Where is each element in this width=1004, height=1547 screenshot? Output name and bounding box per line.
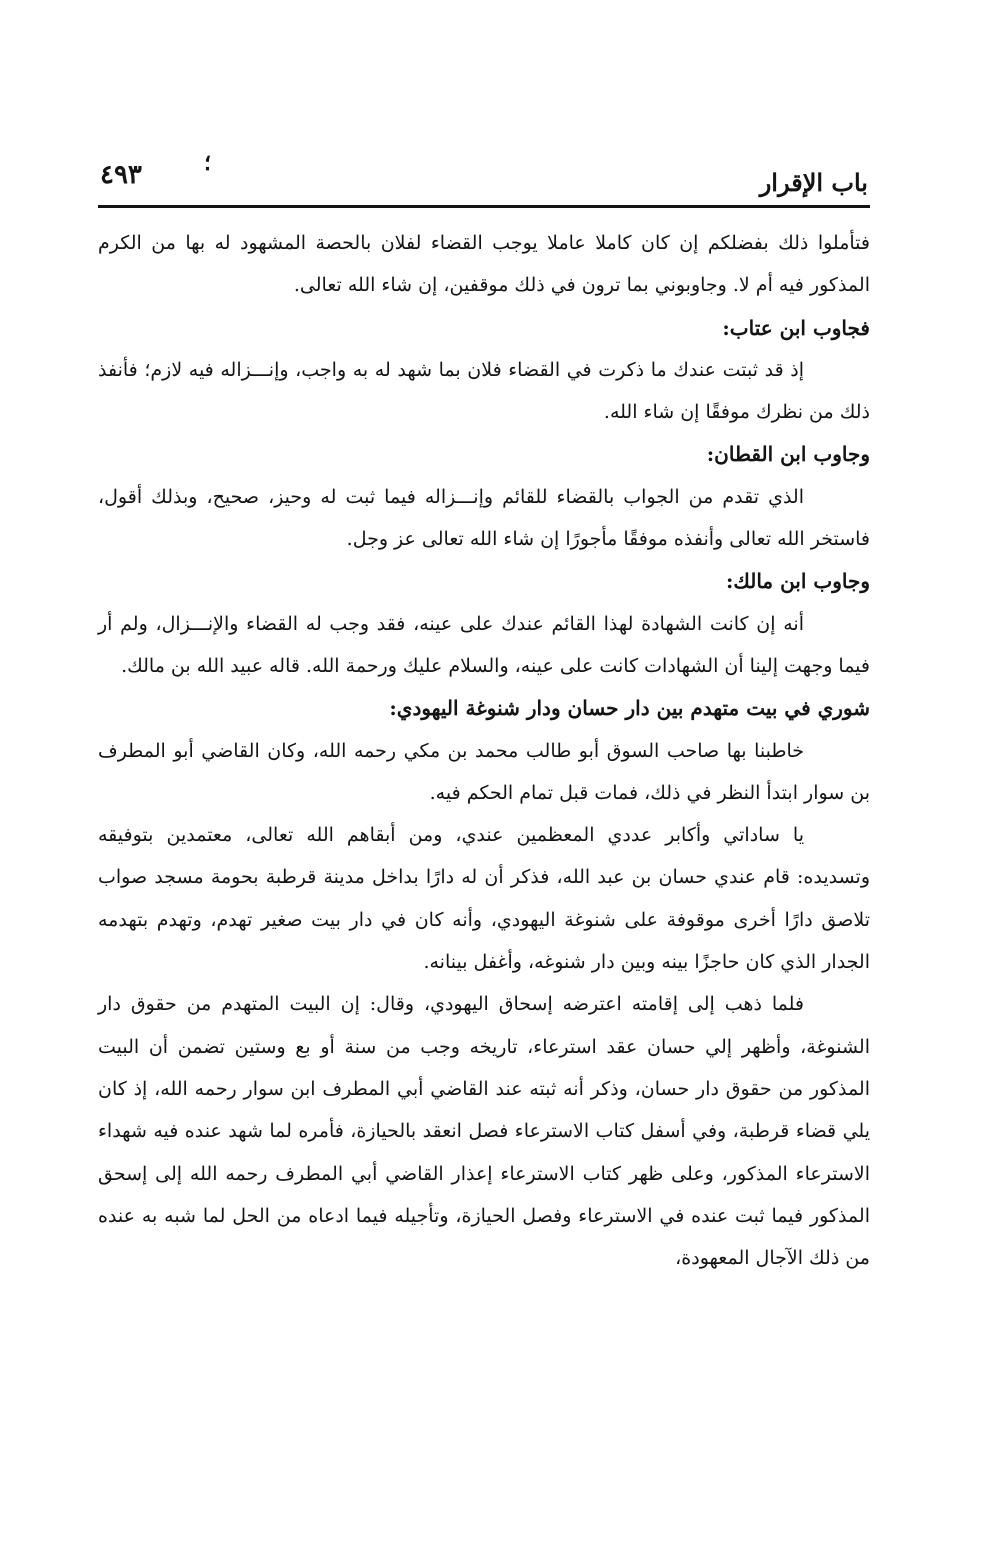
section-heading: فجاوب ابن عتاب: — [722, 315, 870, 340]
header-rule — [98, 205, 870, 208]
section-heading: شوري في بيت متهدم بين دار حسان ودار شنوغة اليهودي: — [389, 696, 870, 721]
paragraph: فتأملوا ذلك بفضلكم إن كان كاملا عاملا يوجب القضاء لفلان بالحصة المشهود له بها من الكرم المذكور فيه أم لا. وجاوبوني بما ترون في ذلك موقفين، إن شاء الله تعالى. — [98, 232, 870, 297]
paragraph: الذي تقدم من الجواب بالقضاء للقائم وإنـــزاله فيما ثبت له وحيز، صحيح، وبذلك أقول، فاستخر الله تعالى وأنفذه موفقًا مأجورًا إن شاء الله تعالى عز وجل. — [98, 485, 870, 551]
section-heading: وجاوب ابن مالك: — [725, 569, 870, 594]
paragraph: إذ قد ثبتت عندك ما ذكرت في القضاء فلان بما شهد له به واجب، وإنـــزاله فيه لازم؛ فأنفذ ذلك من نظرك موفقًا إن شاء الله. — [98, 358, 870, 424]
paragraph: فلما ذهب إلى إقامته اعترضه إسحاق اليهودي، وقال: إن البيت المتهدم من حقوق دار الشنوغة، وأظهر إلي حسان عقد استرعاء، تاريخه وجب من سنة أو بع وستين تضمن أن البيت المذكور من حقوق دار حسان، وذكر أنه ثبته عند القاضي أبي المطرف ابن سوار رحمه الله، إذ كان يلي قضاء قرطبة، وفي أسفل كتاب الاسترعاء فصل انعقد بالحيازة، فأمره لما شهد عنده فيه شهداء الاسترعاء المذكور، وعلى ظهر كتاب الاسترعاء إعذار القاضي أبي المطرف رحمه الله إلى إسحق المذكور فيما ثبت عنده في الاسترعاء وفصل الحيازة، وتأجيله فيما ادعاه من الحل لما شبه به عنده من ذلك الآجال المعهودة، — [98, 993, 870, 1270]
paragraph: أنه إن كانت الشهادة لهذا القائم عندك على عينه، فقد وجب له القضاء والإنـــزال، ولم أر فيما وجهت إلينا أن الشهادات كانت على عينه، والسلام عليك ورحمة الله. قاله عبيد الله بن مالك. — [98, 612, 870, 677]
paragraph: خاطبنا بها صاحب السوق أبو طالب محمد بن مكي رحمه الله، وكان القاضي أبو المطرف بن سوار ابتدأ النظر في ذلك، فمات قبل تمام الحكم فيه. — [98, 739, 870, 804]
paragraph: يا ساداتي وأكابر عددي المعظمين عندي، ومن أبقاهم الله تعالى، معتمدين بتوفيقه وتسديده: قام عندي حسان بن عبد الله، فذكر أن له دارًا بداخل مدينة قرطبة بحومة مسجد صواب تلاصق دارًا أخرى موقوفة على شنوغة اليهودي، وأنه كان في دار بيت صغير تهدم، وتهدم بتهدمه الجدار الذي كان حاجزًا بينه وبين دار شنوغه، وأغفل بينانه. — [98, 824, 870, 974]
page-number: ٤٩٣ — [100, 160, 142, 190]
header-mark: ؛ — [204, 150, 211, 176]
running-title: باب الإقرار — [759, 168, 868, 197]
body-text — [98, 222, 870, 1279]
section-heading: وجاوب ابن القطان: — [706, 442, 870, 467]
